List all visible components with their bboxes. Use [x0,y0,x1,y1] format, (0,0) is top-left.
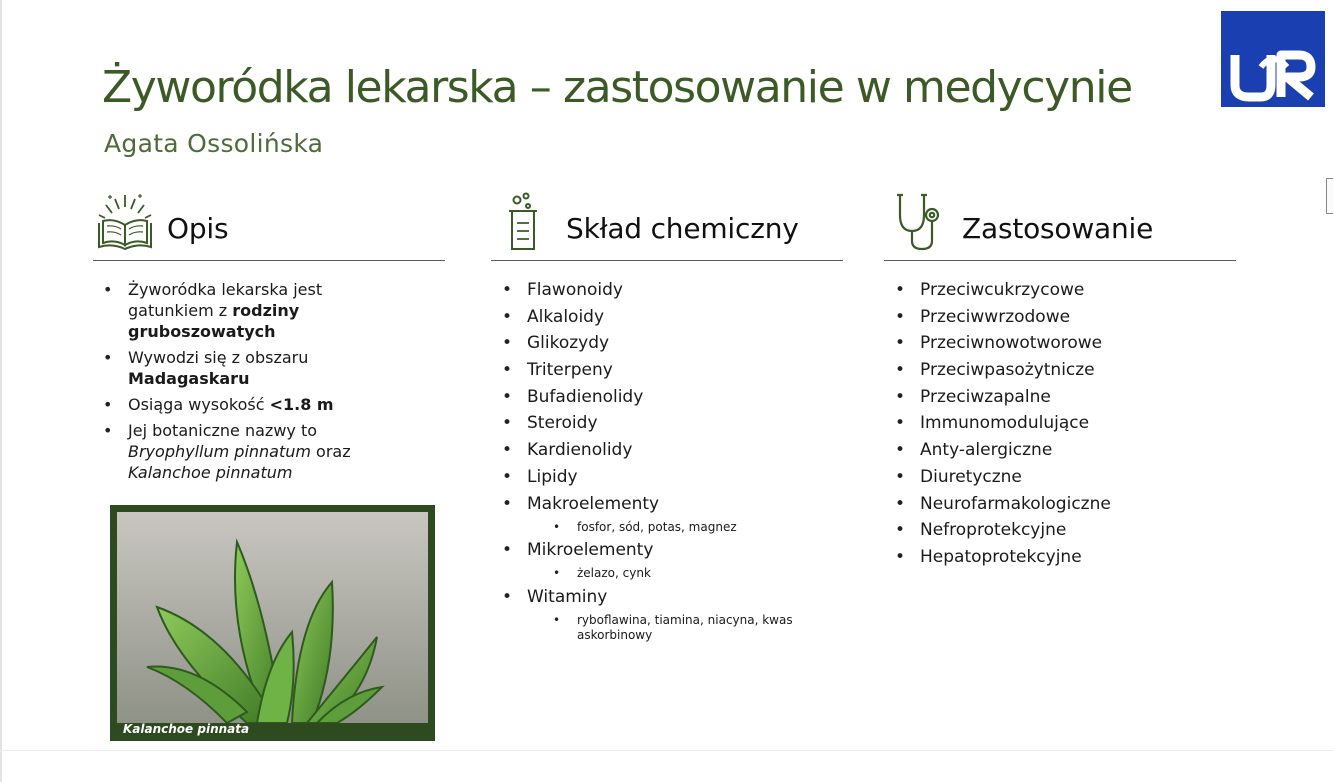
slide-title: Żyworódka lekarska – zastosowanie w medycynie [102,62,1132,113]
list-item: • Flawonoidy [527,279,827,301]
list-item: • Hepatoprotekcyjne [920,546,1220,568]
list-item: • Osiąga wysokość <1.8 m [128,394,358,415]
list-item: • Mikroelementy • żelazo, cynk [527,539,827,581]
ur-logo-icon [1221,11,1325,107]
list-item: • Kardienolidy [527,439,827,461]
column-sklad [491,186,843,642]
side-panel-tab[interactable] [1326,178,1333,214]
photo-caption: Kalanchoe pinnata [123,722,250,736]
column-header [884,186,1236,261]
book-icon [95,191,155,257]
column-title-opis: Opis [167,212,229,245]
list-item: • Alkaloidy [527,306,827,328]
university-logo [1221,11,1325,107]
column-header [491,186,843,261]
list-item: • Diuretyczne [920,466,1220,488]
list-item: • Lipidy [527,466,827,488]
list-item: • Przeciwcukrzycowe [920,279,1220,301]
list-item: • Neurofarmakologiczne [920,493,1220,515]
list-item: • Żyworódka lekarska jest gatunkiem z rodziny gruboszowatych [128,279,358,342]
column-opis [93,186,445,482]
list-item: • Witaminy • ryboflawina, tiamina, niacyna, kwas askorbinowy [527,586,827,643]
slide-bottom-edge [0,750,1333,751]
sub-list [577,613,807,643]
sklad-list [527,279,827,648]
sub-list-item: • fosfor, sód, potas, magnez [577,520,807,535]
slide-left-edge [0,0,2,782]
list-item: • Przeciwwrzodowe [920,306,1220,328]
sub-list-item: • ryboflawina, tiamina, niacyna, kwas askorbinowy [577,613,807,643]
list-item: • Immunomodulujące [920,412,1220,434]
list-item: • Steroidy [527,412,827,434]
column-title-zastosowanie: Zastosowanie [962,212,1154,245]
list-item: • Anty-alergiczne [920,439,1220,461]
list-item: • Nefroprotekcyjne [920,519,1220,541]
sub-list-item: • żelazo, cynk [577,566,807,581]
plant-photo [110,505,435,741]
list-item: • Bufadienolidy [527,386,827,408]
beaker-icon [503,191,543,257]
sub-list [577,566,807,581]
list-item: • Przeciwpasożytnicze [920,359,1220,381]
list-item: • Triterpeny [527,359,827,381]
column-zastosowanie [884,186,1236,567]
list-item: • Przeciwzapalne [920,386,1220,408]
zastosowanie-list [920,279,1220,573]
list-item: • Glikozydy [527,332,827,354]
kalanchoe-image [117,512,428,723]
sub-list [577,520,807,535]
column-header [93,186,445,261]
opis-list [128,279,358,488]
list-item: • Przeciwnowotworowe [920,332,1220,354]
list-item: • Makroelementy • fosfor, sód, potas, magnez [527,493,827,535]
column-title-sklad: Skład chemiczny [566,212,799,245]
slide-author: Agata Ossolińska [104,129,324,158]
list-item: • Jej botaniczne nazwy to Bryophyllum pinnatum oraz Kalanchoe pinnatum [128,420,358,483]
stethoscope-icon [894,191,946,257]
list-item: • Wywodzi się z obszaru Madagaskaru [128,347,358,389]
